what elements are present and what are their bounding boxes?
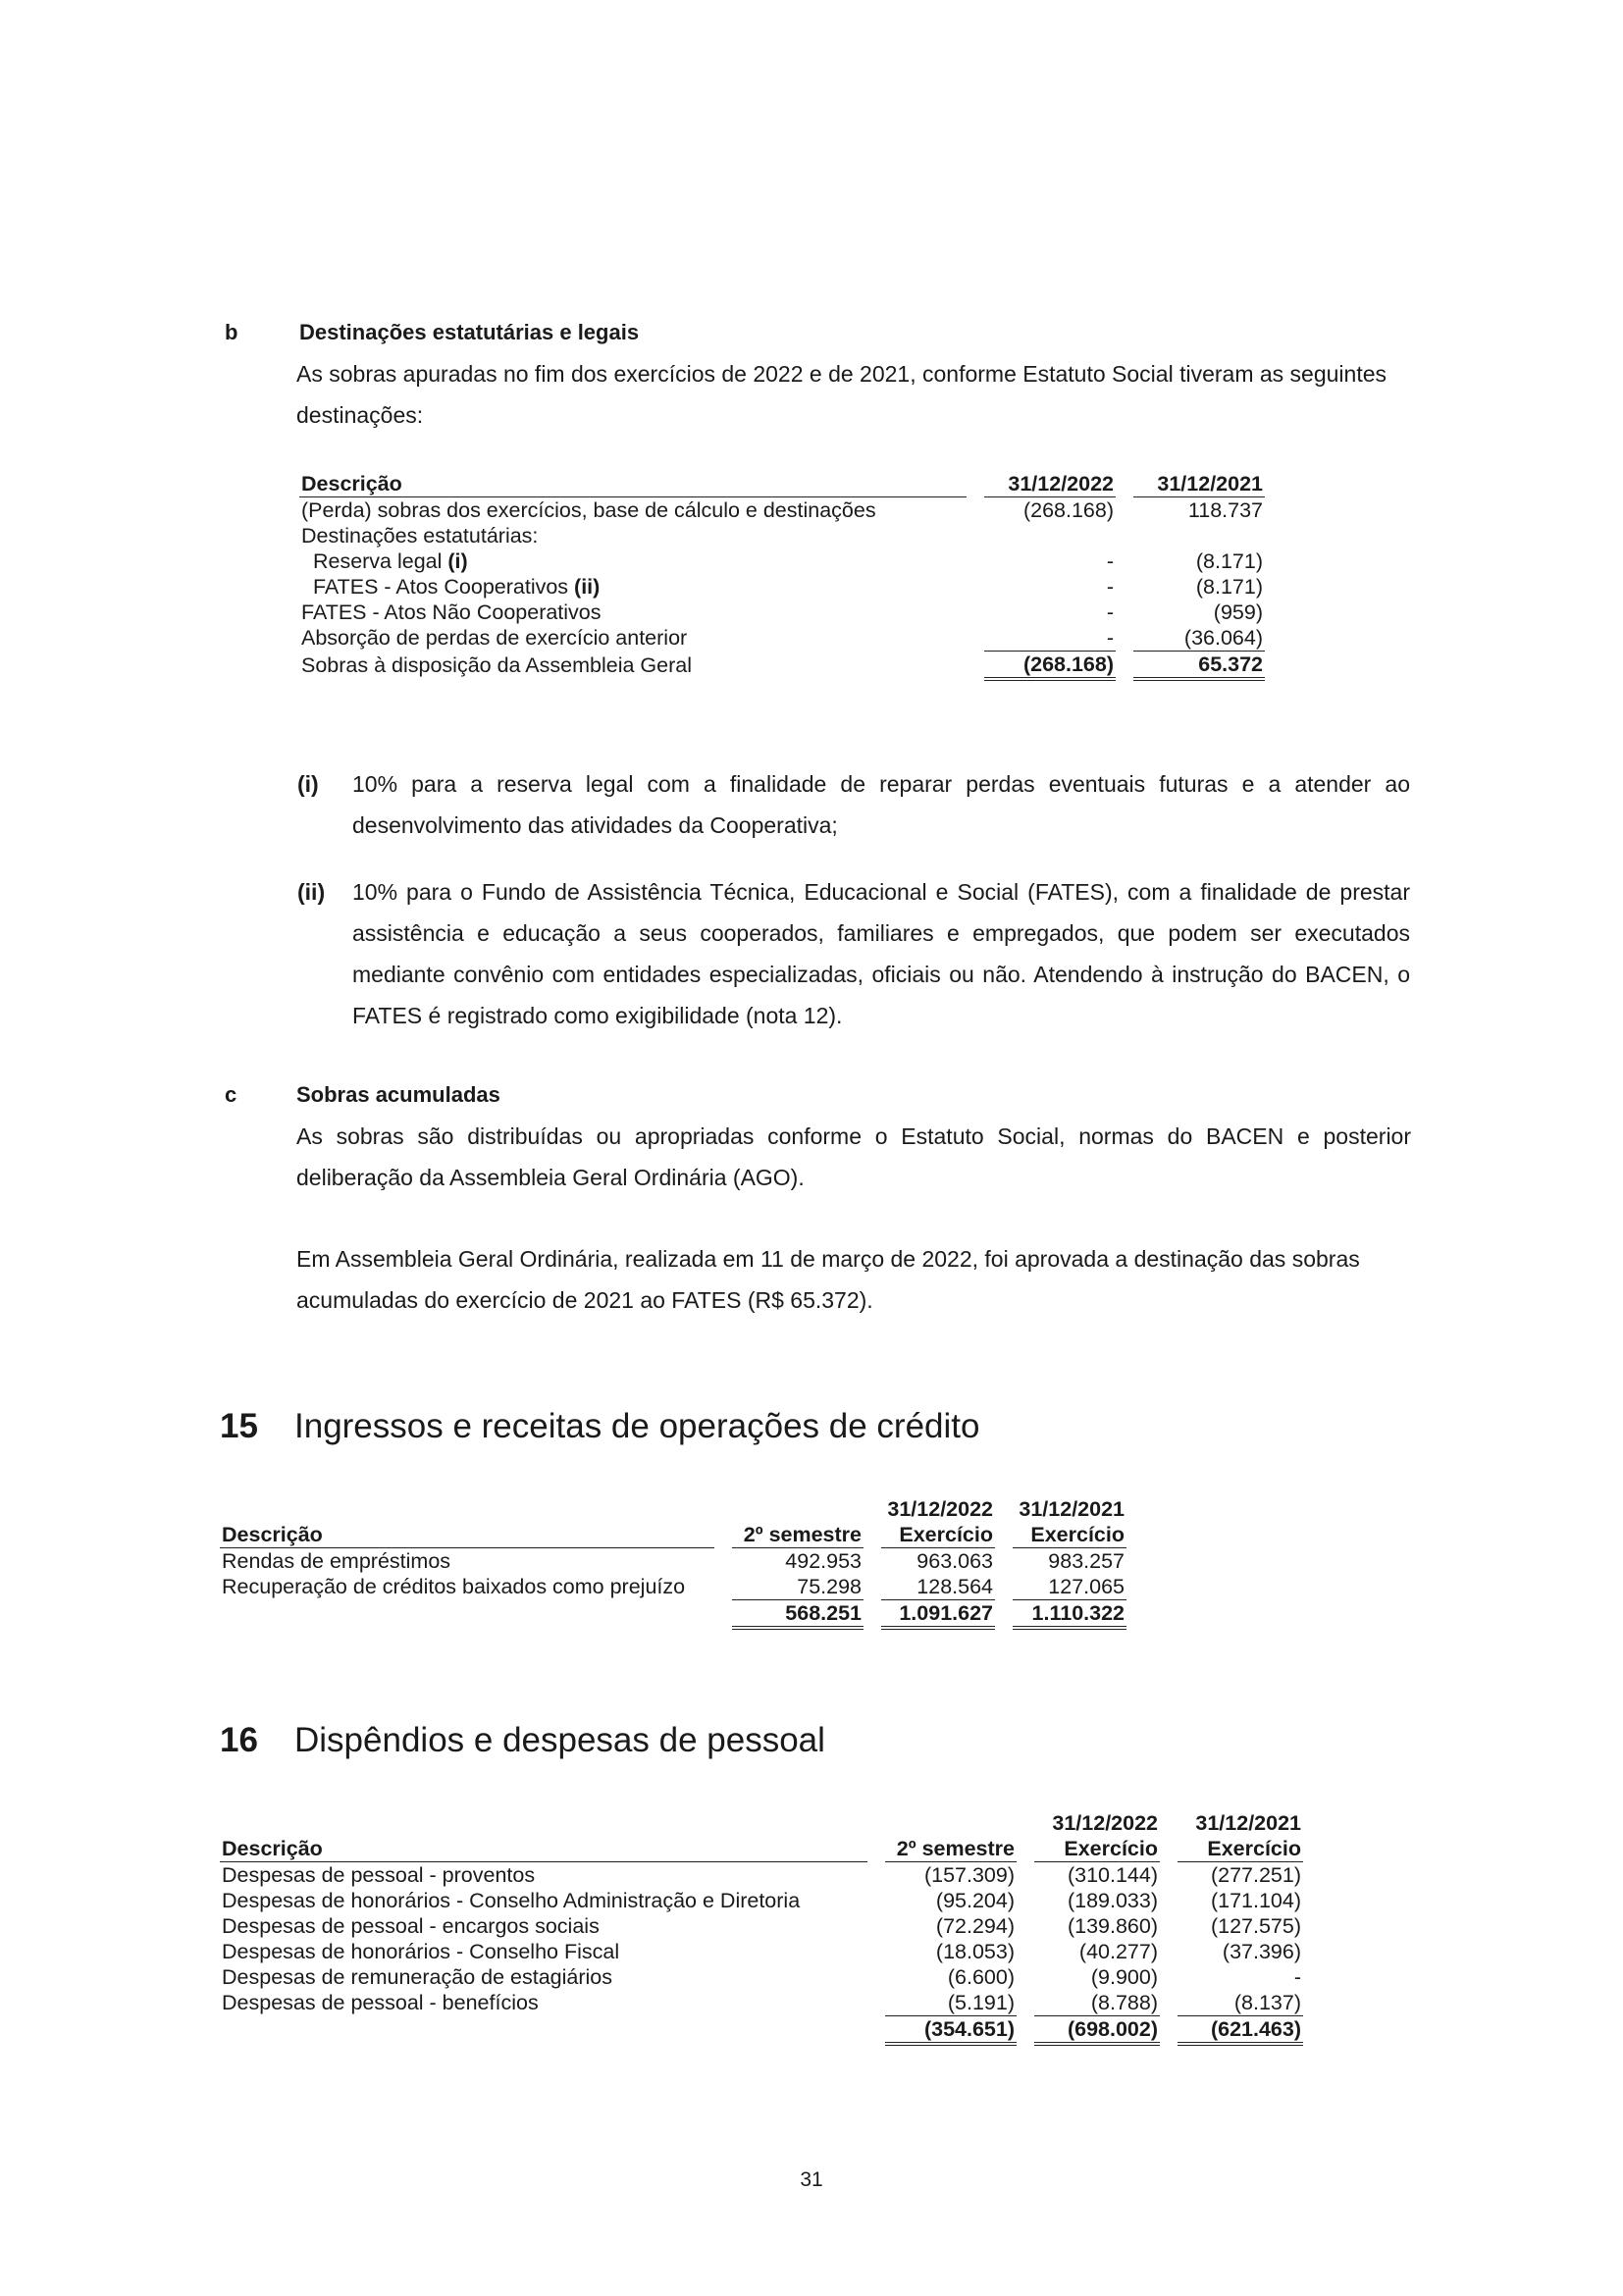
despesas-pessoal-table [220, 1810, 1303, 2046]
section-16-number: 16 [220, 1721, 258, 1759]
receitas-credito-table [220, 1496, 1126, 1630]
table-row: Despesas de remuneração de estagiários (6.600) (9.900) - [222, 1965, 1301, 1989]
note-ii-text: 10% para o Fundo de Assistência Técnica, Educacional e Social (FATES), com a finalidade de prestar assistência e educação a seus cooperados, familiares e empregados, que podem ser executados mediante convênio com entidades especializadas, oficiais ou não. Atendendo à instrução do BACEN, o FATES é registrado como exigibilidade (nota 12). [352, 879, 1410, 1028]
col-header-exercicio-2021: Exercício [1013, 1522, 1126, 1548]
col-date-2021: 31/12/2021 [1019, 1497, 1125, 1521]
table-row: Absorção de perdas de exercício anterior - (36.064) [301, 626, 1263, 651]
total-row: (354.651) (698.002) (621.463) [220, 2016, 1303, 2045]
table-row: FATES - Atos Cooperativos (ii) - (8.171) [306, 575, 1263, 599]
table-row: Despesas de pessoal - encargos sociais (72.294) (139.860) (127.575) [222, 1914, 1301, 1938]
col-header-descricao: Descrição [220, 1522, 714, 1548]
table-row: (Perda) sobras dos exercícios, base de cálculo e destinações (268.168) 118.737 [301, 498, 1263, 522]
destinacoes-table [299, 471, 1265, 681]
col-header-exercicio-2022: Exercício [1034, 1836, 1160, 1862]
table-row: Despesas de honorários - Conselho Fiscal (18.053) (40.277) (37.396) [222, 1940, 1301, 1963]
page-number: 31 [800, 2168, 823, 2191]
section-c-title: Sobras acumuladas [296, 1082, 500, 1107]
table-row: FATES - Atos Não Cooperativos - (959) [301, 600, 1263, 624]
table-row: Despesas de honorários - Conselho Administração e Diretoria (95.204) (189.033) (171.104) [222, 1889, 1301, 1912]
col-header-semestre: 2º semestre [732, 1522, 864, 1548]
section-15-heading [220, 1407, 979, 1446]
table-row: Despesas de pessoal - benefícios (5.191) (8.788) (8.137) [222, 1991, 1301, 2015]
section-15-number: 15 [220, 1407, 258, 1445]
table-row: Reserva legal (i) - (8.171) [306, 549, 1263, 573]
col-header-descricao: Descrição [220, 1836, 867, 1862]
total-row: 568.251 1.091.627 1.110.322 [220, 1600, 1126, 1629]
table-row: Rendas de empréstimos 492.953 963.063 983.257 [222, 1549, 1125, 1573]
table-row: Recuperação de créditos baixados como prejuízo 75.298 128.564 127.065 [222, 1575, 1125, 1599]
col-date-2022: 31/12/2022 [1052, 1811, 1158, 1835]
col-header-descricao: Descrição [299, 471, 967, 497]
section-b-title: Destinações estatutárias e legais [299, 320, 640, 344]
table-row: Despesas de pessoal - proventos (157.309) (310.144) (277.251) [222, 1863, 1301, 1887]
section-c-letter: c [225, 1082, 237, 1107]
section-16-title: Dispêndios e despesas de pessoal [294, 1721, 825, 1759]
col-header-2021: 31/12/2021 [1133, 471, 1265, 497]
col-header-exercicio-2022: Exercício [881, 1522, 995, 1548]
col-header-semestre: 2º semestre [885, 1836, 1017, 1862]
note-i-text: 10% para a reserva legal com a finalidade de reparar perdas eventuais futuras e a atender ao desenvolvimento das atividades da Cooperativa; [352, 771, 1410, 838]
total-row: Sobras à disposição da Assembleia Geral (268.168) 65.372 [299, 652, 1265, 680]
col-header-2022: 31/12/2022 [984, 471, 1116, 497]
table-row: Destinações estatutárias: [301, 524, 539, 548]
col-date-2022: 31/12/2022 [887, 1497, 993, 1521]
section-c-para2: Em Assembleia Geral Ordinária, realizada em 11 de março de 2022, foi aprovada a destinação das sobras acumuladas do exercício de 2021 ao FATES (R$ 65.372). [296, 1246, 1360, 1313]
note-ii-ref: (ii) [297, 879, 326, 905]
section-15-title: Ingressos e receitas de operações de crédito [294, 1407, 980, 1445]
section-c-para1: As sobras são distribuídas ou apropriadas conforme o Estatuto Social, normas do BACEN e posterior deliberação da Assembleia Geral Ordinária (AGO). [296, 1123, 1411, 1190]
section-b-intro: As sobras apuradas no fim dos exercícios de 2022 e de 2021, conforme Estatuto Social tiveram as seguintes destinações: [296, 361, 1387, 428]
section-16-heading [220, 1721, 825, 1760]
col-header-exercicio-2021: Exercício [1178, 1836, 1303, 1862]
section-b-letter: b [225, 320, 238, 344]
note-i-ref: (i) [297, 771, 319, 797]
col-date-2021: 31/12/2021 [1195, 1811, 1301, 1835]
